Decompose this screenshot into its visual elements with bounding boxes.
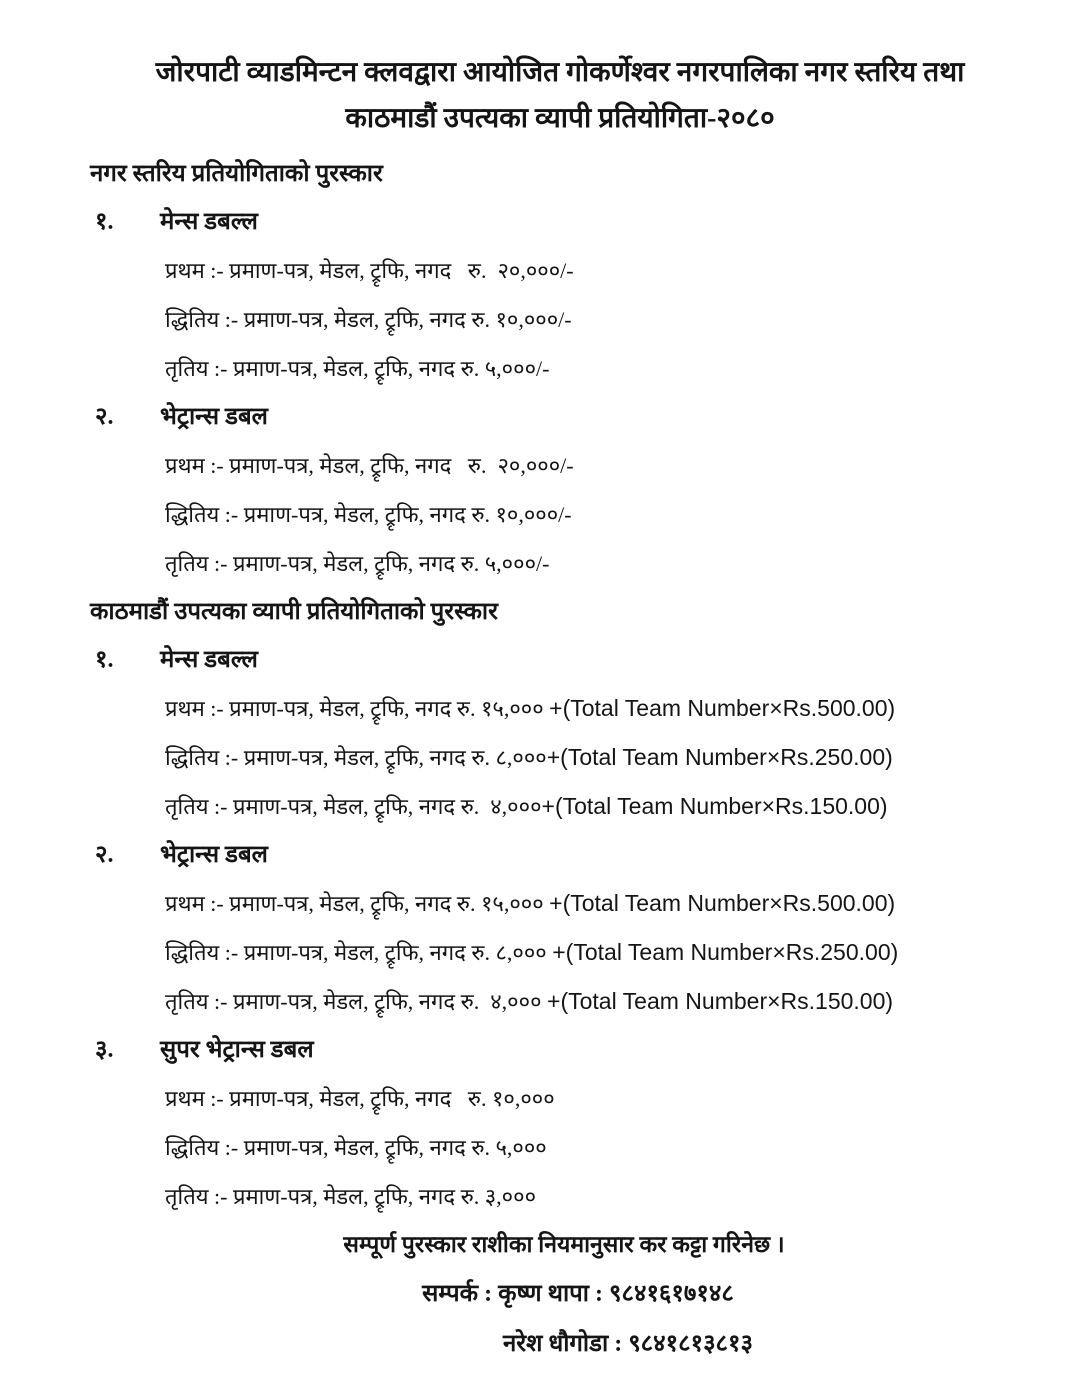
prize-text-nepali: द्धितिय :- प्रमाण-पत्र, मेडल, ट्रृफि, नगद रु. १०,०००/- xyxy=(165,307,572,332)
prize-text-latin: +(Total Team Number×Rs.250.00) xyxy=(546,744,893,770)
category-veterans-double-city xyxy=(90,393,1030,441)
prize-text-nepali: प्रथम :- प्रमाण-पत्र, मेडल, ट्रृफि, नगद रु. २०,०००/- xyxy=(165,453,574,478)
prize-line-second xyxy=(90,295,1030,344)
prize-text-nepali: प्रथम :- प्रमाण-पत्र, मेडल, ट्रृफि, नगद रु. १०,००० xyxy=(165,1086,555,1111)
section-heading-valley-wide: काठमाडौं उपत्यका व्यापी प्रतियोगिताको पुरस्कार xyxy=(90,599,498,625)
prize-text-nepali: द्धितिय :- प्रमाण-पत्र, मेडल, ट्रृफि, नगद रु. ८,००० xyxy=(165,940,553,965)
prize-line-first xyxy=(90,684,1030,733)
category-number: १. xyxy=(95,647,114,673)
document-title-line-1: जोरपाटी व्याडमिन्टन क्लवद्वारा आयोजित गोकर्णेश्वर नगरपालिका नगर स्तरिय तथा xyxy=(155,57,965,88)
prize-text-nepali: तृतिय :- प्रमाण-पत्र, मेडल, ट्रृफि, नगद रु. ५,०००/- xyxy=(165,356,550,381)
prize-text-nepali: द्धितिय :- प्रमाण-पत्र, मेडल, ट्रृफि, नगद रु. १०,०००/- xyxy=(165,502,572,527)
prize-text-latin: +(Total Team Number×Rs.250.00) xyxy=(552,939,899,965)
category-number: १. xyxy=(95,209,114,235)
prize-line-second xyxy=(90,733,1030,782)
prize-line-third xyxy=(90,782,1030,831)
prize-text-nepali: तृतिय :- प्रमाण-पत्र, मेडल, ट्रृफि, नगद रु. ५,०००/- xyxy=(165,551,550,576)
prize-line-third xyxy=(90,1172,1030,1221)
prize-line-third xyxy=(90,344,1030,393)
category-name: मेन्स डबल्ल xyxy=(160,647,258,673)
prize-line-first xyxy=(90,441,1030,490)
prize-text-latin: +(Total Team Number×Rs.500.00) xyxy=(549,890,896,916)
category-name: भेट्रान्स डबल xyxy=(160,842,268,868)
tax-deduction-note: सम्पूर्ण पुरस्कार राशीका नियमानुसार कर कट्टा गरिनेछ । xyxy=(343,1232,785,1257)
prize-text-nepali: तृतिय :- प्रमाण-पत्र, मेडल, ट्रृफि, नगद रु. ४,००० xyxy=(165,794,542,819)
prize-text-nepali: द्धितिय :- प्रमाण-पत्र, मेडल, ट्रृफि, नगद रु. ८,००० xyxy=(165,745,547,770)
category-mens-double-city xyxy=(90,198,1030,246)
category-name: सुपर भेट्रान्स डबल xyxy=(160,1037,314,1063)
prize-line-second xyxy=(90,928,1030,977)
prize-text-nepali: तृतिय :- प्रमाण-पत्र, मेडल, ट्रृफि, नगद रु. ३,००० xyxy=(165,1184,537,1209)
document-footer xyxy=(90,1221,1030,1369)
contact-person-2: नरेश धौगोडा : ९८४१८१३८१३ xyxy=(502,1331,753,1357)
contact-person-1: सम्पर्क : कृष्ण थापा : ९८४१६१७१४८ xyxy=(422,1281,734,1307)
category-number: २. xyxy=(95,842,114,868)
prize-text-nepali: प्रथम :- प्रमाण-पत्र, मेडल, ट्रृफि, नगद रु. १५,००० xyxy=(165,891,550,916)
prize-line-first xyxy=(90,879,1030,928)
prize-text-nepali: प्रथम :- प्रमाण-पत्र, मेडल, ट्रृफि, नगद रु. १५,००० xyxy=(165,696,550,721)
prize-text-latin: +(Total Team Number×Rs.500.00) xyxy=(549,695,896,721)
prize-line-first xyxy=(90,1074,1030,1123)
prize-line-second xyxy=(90,1123,1030,1172)
category-name: मेन्स डबल्ल xyxy=(160,209,258,235)
section-heading-city-level: नगर स्तरिय प्रतियोगिताको पुरस्कार xyxy=(90,161,383,187)
prize-text-latin: +(Total Team Number×Rs.150.00) xyxy=(547,988,894,1014)
prize-line-first xyxy=(90,246,1030,295)
prize-line-third xyxy=(90,977,1030,1026)
category-number: २. xyxy=(95,404,114,430)
document-title-line-2: काठमाडौं उपत्यका व्यापी प्रतियोगिता-२०८० xyxy=(345,103,775,134)
prize-text-latin: +(Total Team Number×Rs.150.00) xyxy=(541,793,888,819)
prize-line-third xyxy=(90,539,1030,588)
prize-text-nepali: द्धितिय :- प्रमाण-पत्र, मेडल, ट्रृफि, नगद रु. ५,००० xyxy=(165,1135,547,1160)
category-super-veterans-double-valley xyxy=(90,1026,1030,1074)
category-number: ३. xyxy=(95,1037,114,1063)
category-mens-double-valley xyxy=(90,636,1030,684)
prize-text-nepali: प्रथम :- प्रमाण-पत्र, मेडल, ट्रृफि, नगद रु. २०,०००/- xyxy=(165,258,574,283)
category-veterans-double-valley xyxy=(90,831,1030,879)
prize-text-nepali: तृतिय :- प्रमाण-पत्र, मेडल, ट्रृफि, नगद रु. ४,००० xyxy=(165,989,548,1014)
category-name: भेट्रान्स डबल xyxy=(160,404,268,430)
prize-line-second xyxy=(90,490,1030,539)
document-title xyxy=(90,50,1030,142)
